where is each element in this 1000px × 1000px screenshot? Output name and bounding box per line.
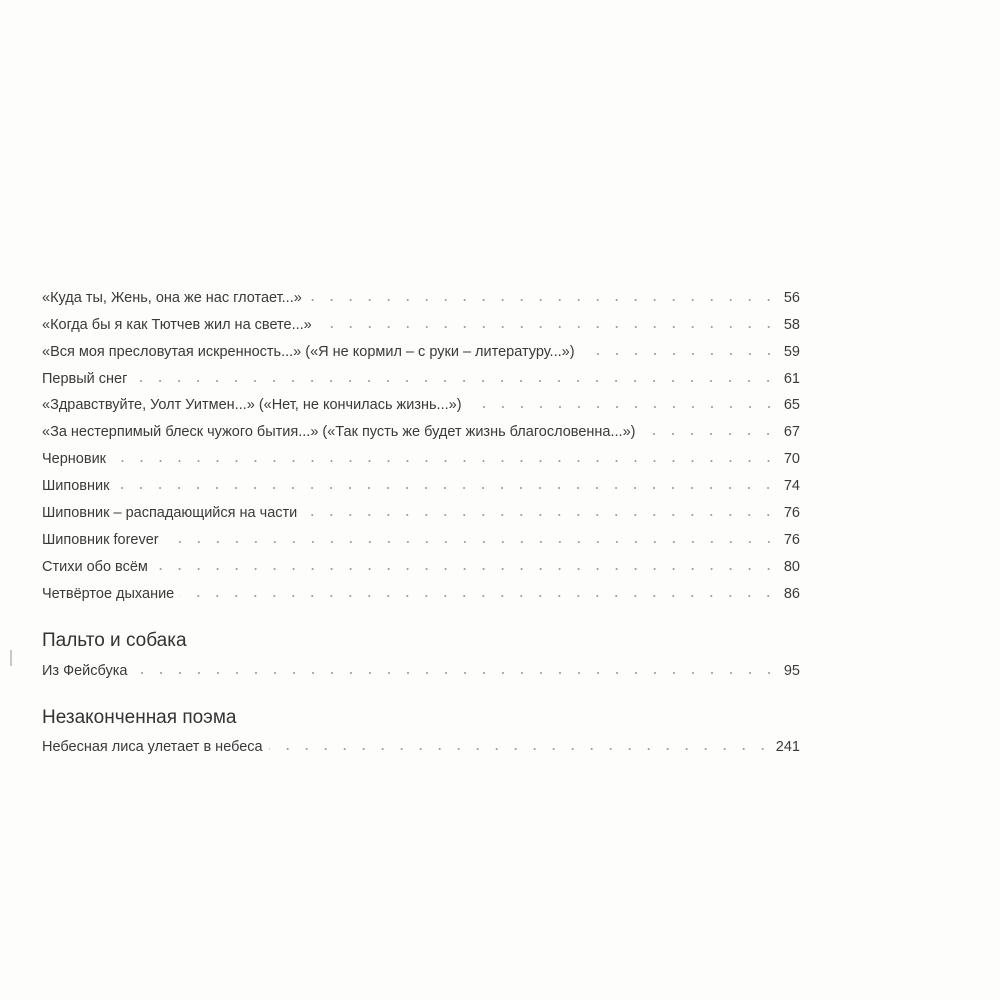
toc-entry-page: 95 [783,662,800,679]
toc-entry-title: Четвёртое дыхание [42,585,175,602]
toc-entry [42,549,800,576]
toc-entry [42,495,800,522]
toc-entry-title: «Вся моя пресловутая искренность...» («Я не кормил – с руки – литературу...») [42,343,575,360]
toc-entry-page: 76 [783,531,800,548]
toc-entry-title: «За нестерпимый блеск чужого бытия...» («Так пусть же будет жизнь благословенна...») [42,424,636,441]
toc-entry-page: 56 [783,289,800,306]
toc-entry-page: 58 [783,316,800,333]
dot-leader [581,352,778,356]
dot-leader [468,405,778,409]
toc-entry-title: «Здравствуйте, Уолт Уитмен...» («Нет, не кончилась жизнь...») [42,397,462,414]
toc-entry-title: Шиповник [42,478,110,495]
toc-entry-page: 67 [783,424,800,441]
toc-entry-page: 80 [783,558,800,575]
toc-entry-page: 59 [783,343,800,360]
section-heading: Пальто и собака [42,629,187,651]
dot-leader [134,671,779,675]
dot-leader [180,594,778,598]
toc-entry [42,730,800,757]
toc-entry-title: Из Фейсбука [42,662,128,679]
toc-entry-title: «Когда бы я как Тютчев жил на свете...» [42,316,312,333]
dot-leader [165,540,778,544]
toc-entry-page: 74 [783,478,800,495]
toc-entry [42,414,800,441]
toc-entry-page: 61 [783,370,800,387]
toc-entry-page: 241 [775,739,800,756]
toc-entry [42,441,800,468]
toc-entry-title: Небесная лиса улетает в небеса [42,739,263,756]
toc-entry-title: Шиповник forever [42,531,159,548]
dot-leader [308,298,778,302]
dot-leader [112,459,778,463]
page-edge-mark [10,650,12,666]
dot-leader [318,325,778,329]
toc-entry-page: 65 [783,397,800,414]
dot-leader [133,379,778,383]
table-of-contents [42,280,800,756]
toc-entry-title: «Куда ты, Жень, она же нас глотает...» [42,289,302,306]
toc-entry-title: Черновик [42,451,107,468]
toc-entry [42,653,800,680]
toc-entry-title: Первый снег [42,370,128,387]
toc-entry-page: 86 [783,585,800,602]
toc-entry [42,307,800,334]
toc-entry-page: 70 [783,451,800,468]
dot-leader [154,567,778,571]
toc-entry-title: Шиповник – распадающийся на части [42,505,298,522]
toc-entry [42,334,800,361]
section-heading: Незаконченная поэма [42,706,237,728]
dot-leader [269,747,772,751]
dot-leader [303,513,778,517]
dot-leader [115,486,778,490]
toc-entry-title: Стихи обо всём [42,558,148,575]
toc-entry [42,522,800,549]
toc-entry [42,361,800,388]
dot-leader [641,432,778,436]
toc-entry-page: 76 [783,505,800,522]
toc-entry [42,280,800,307]
toc-entry [42,388,800,415]
toc-entry [42,576,800,603]
toc-entry [42,468,800,495]
